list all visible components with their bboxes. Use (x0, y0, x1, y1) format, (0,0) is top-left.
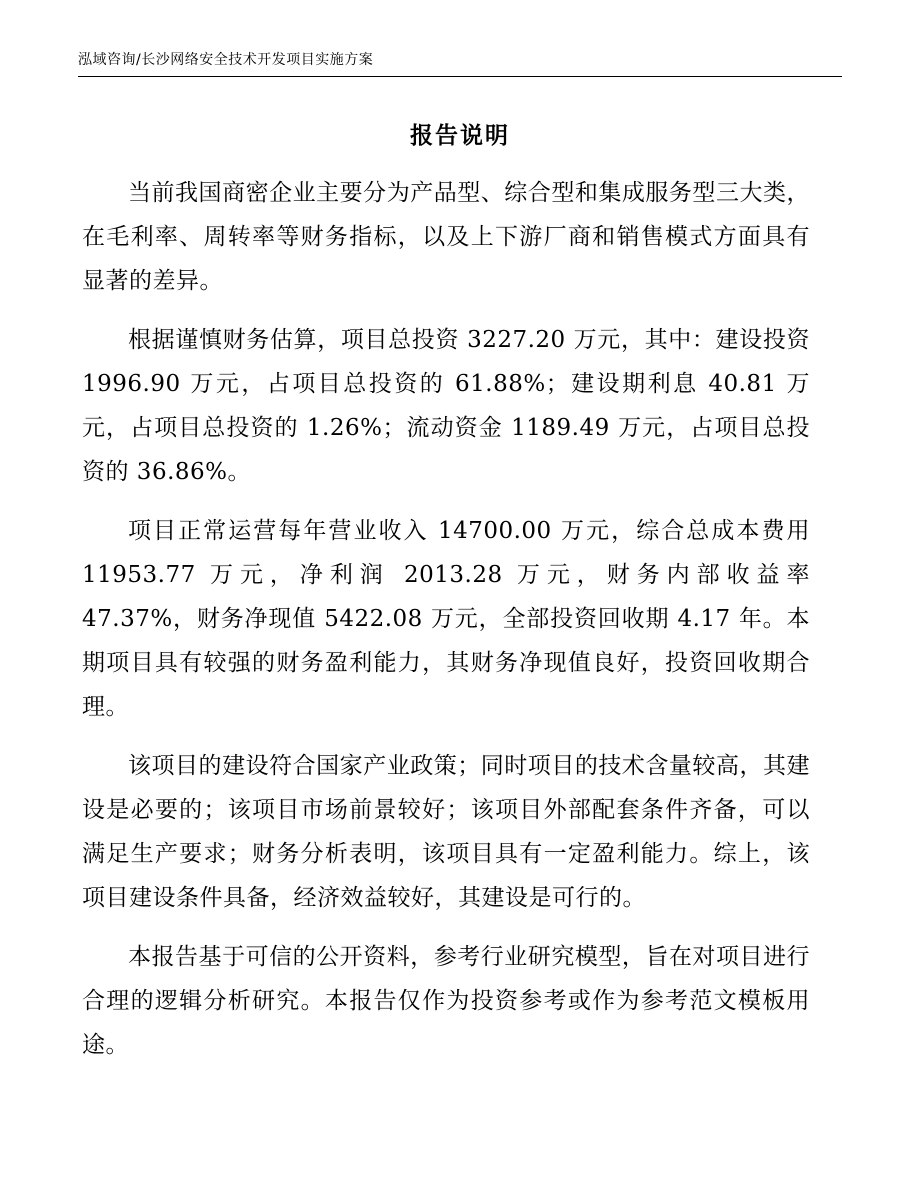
document-title: 报告说明 (410, 123, 510, 149)
document-body (82, 171, 810, 1082)
header-divider (78, 76, 842, 77)
paragraph-disclaimer: 本报告基于可信的公开资料，参考行业研究模型，旨在对项目进行合理的逻辑分析研究。本报告仅作为投资参考或作为参考范文模板用途。 (82, 944, 810, 1058)
paragraph-industry-overview: 当前我国商密企业主要分为产品型、综合型和集成服务型三大类，在毛利率、周转率等财务指标，以及上下游厂商和销售模式方面具有显著的差异。 (82, 180, 810, 294)
paragraph-operating-revenue: 项目正常运营每年营业收入 14700.00 万元，综合总成本费用 11953.77 万元，净利润 2013.28 万元，财务内部收益率 47.37%，财务净现值 5422.08 万元，全部投资回收期 4.17 年。本期项目具有较强的财务盈利能力，其财务净现值良好，投资回收期合理。 (82, 518, 810, 720)
running-header: 泓域咨询/长沙网络安全技术开发项目实施方案 (78, 52, 374, 68)
paragraph-investment-estimate: 根据谨慎财务估算，项目总投资 3227.20 万元，其中：建设投资 1996.90 万元，占项目总投资的 61.88%；建设期利息 40.81 万元，占项目总投资的 1.26%；流动资金 1189.49 万元，占项目总投资的 36.86%。 (82, 327, 811, 485)
paragraph-feasibility-conclusion: 该项目的建设符合国家产业政策；同时项目的技术含量较高，其建设是必要的；该项目市场前景较好；该项目外部配套条件齐备，可以满足生产要求；财务分析表明，该项目具有一定盈利能力。综上，该项目建设条件具备，经济效益较好，其建设是可行的。 (82, 753, 810, 911)
